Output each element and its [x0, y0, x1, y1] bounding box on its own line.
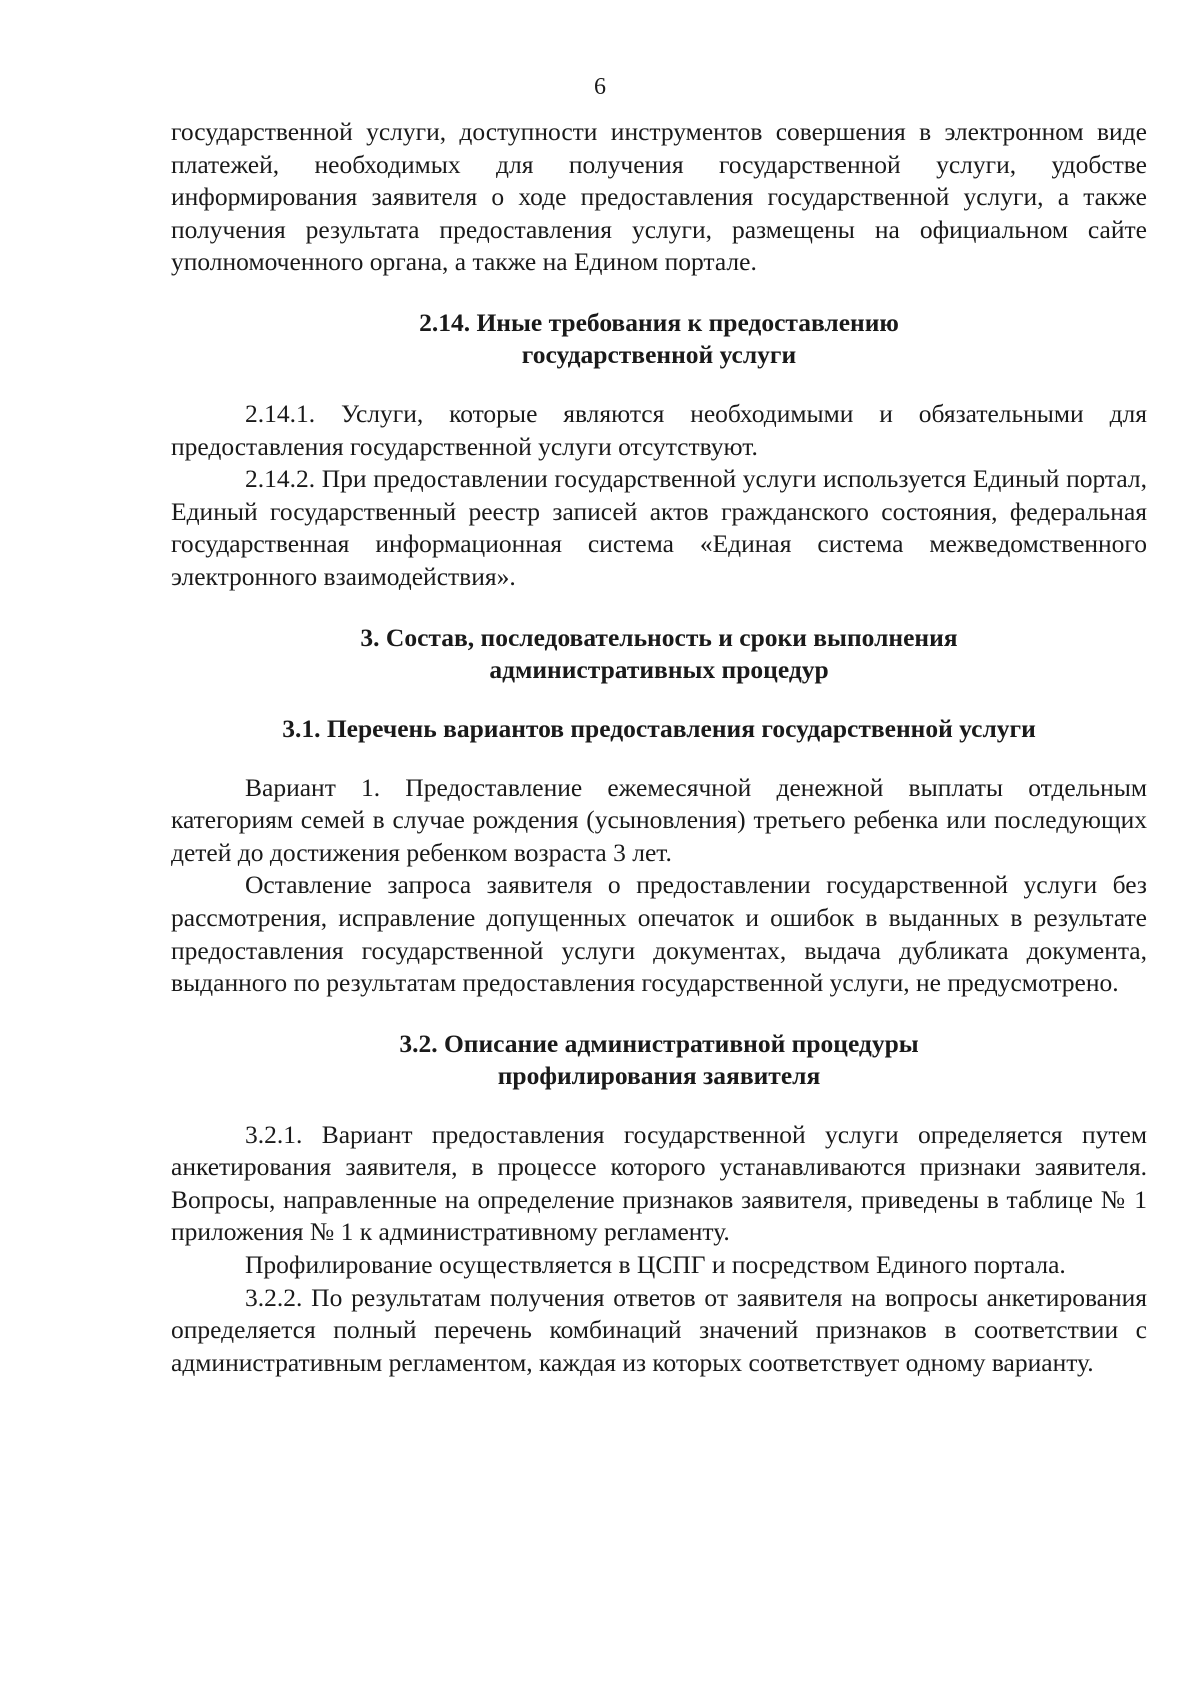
paragraph-3-2-2: 3.2.2. По результатам получения ответов от заявителя на вопросы анкетирования определяется полный перечень комбинаций значений признаков в соответствии с административным регламентом, каждая из которых соответствует одному варианту. — [171, 1282, 1147, 1377]
document-body — [171, 116, 1147, 1379]
intro-paragraph: государственной услуги, доступности инструментов совершения в электронном виде платежей, необходимых для получения государственной услуги, удобстве информирования заявителя о ходе предоставления государственной услуги, а также получения результата предоставления услуги, размещены на официальном сайте уполномоченного органа, а также на Едином портале. — [171, 117, 1147, 277]
section-heading-2-14-line2: государственной услуги — [521, 339, 797, 369]
paragraph-2-14-1: 2.14.1. Услуги, которые являются необходимыми и обязательными для предоставления государственной услуги отсутствуют. — [171, 398, 1147, 461]
section-heading-3-2-line1: 3.2. Описание административной процедуры — [399, 1028, 919, 1058]
section-heading-3-line2: административных процедур — [489, 654, 829, 684]
section-heading-2-14-line1: 2.14. Иные требования к предоставлению — [419, 307, 899, 337]
section-heading-3-line1: 3. Состав, последовательность и сроки выполнения — [360, 622, 958, 652]
paragraph-3-2-1: 3.2.1. Вариант предоставления государственной услуги определяется путем анкетирования заявителя, в процессе которого устанавливаются признаки заявителя. Вопросы, направленные на определение признаков заявителя, приведены в таблице № 1 приложения № 1 к административному регламенту. — [171, 1119, 1147, 1247]
section-heading-3 — [171, 622, 1147, 686]
section-heading-3-2-line2: профилирования заявителя — [497, 1060, 821, 1090]
section-heading-3-2 — [171, 1028, 1147, 1092]
paragraph-profiling: Профилирование осуществляется в ЦСПГ и посредством Единого портала. — [245, 1250, 1066, 1280]
page-number: 6 — [594, 74, 606, 100]
paragraph-2-14-2: 2.14.2. При предоставлении государственной услуги используется Единый портал, Единый государственный реестр записей актов гражданского состояния, федеральная государственная информационная система «Единая система межведомственного электронного взаимодействия». — [171, 464, 1147, 591]
paragraph-variant-1: Вариант 1. Предоставление ежемесячной денежной выплаты отдельным категориям семей в случае рождения (усыновления) третьего ребенка или последующих детей до достижения ребенком возраста 3 лет. — [171, 772, 1147, 867]
section-heading-2-14 — [171, 307, 1147, 371]
paragraph-leave-without-review: Оставление запроса заявителя о предоставлении государственной услуги без рассмотрения, исправление допущенных опечаток и ошибок в выданных в результате предоставления государственной услуги документах, выдача дубликата документа, выданного по результатам предоставления государственной услуги, не предусмотрено. — [171, 870, 1147, 998]
section-heading-3-1: 3.1. Перечень вариантов предоставления государственной услуги — [282, 713, 1036, 743]
